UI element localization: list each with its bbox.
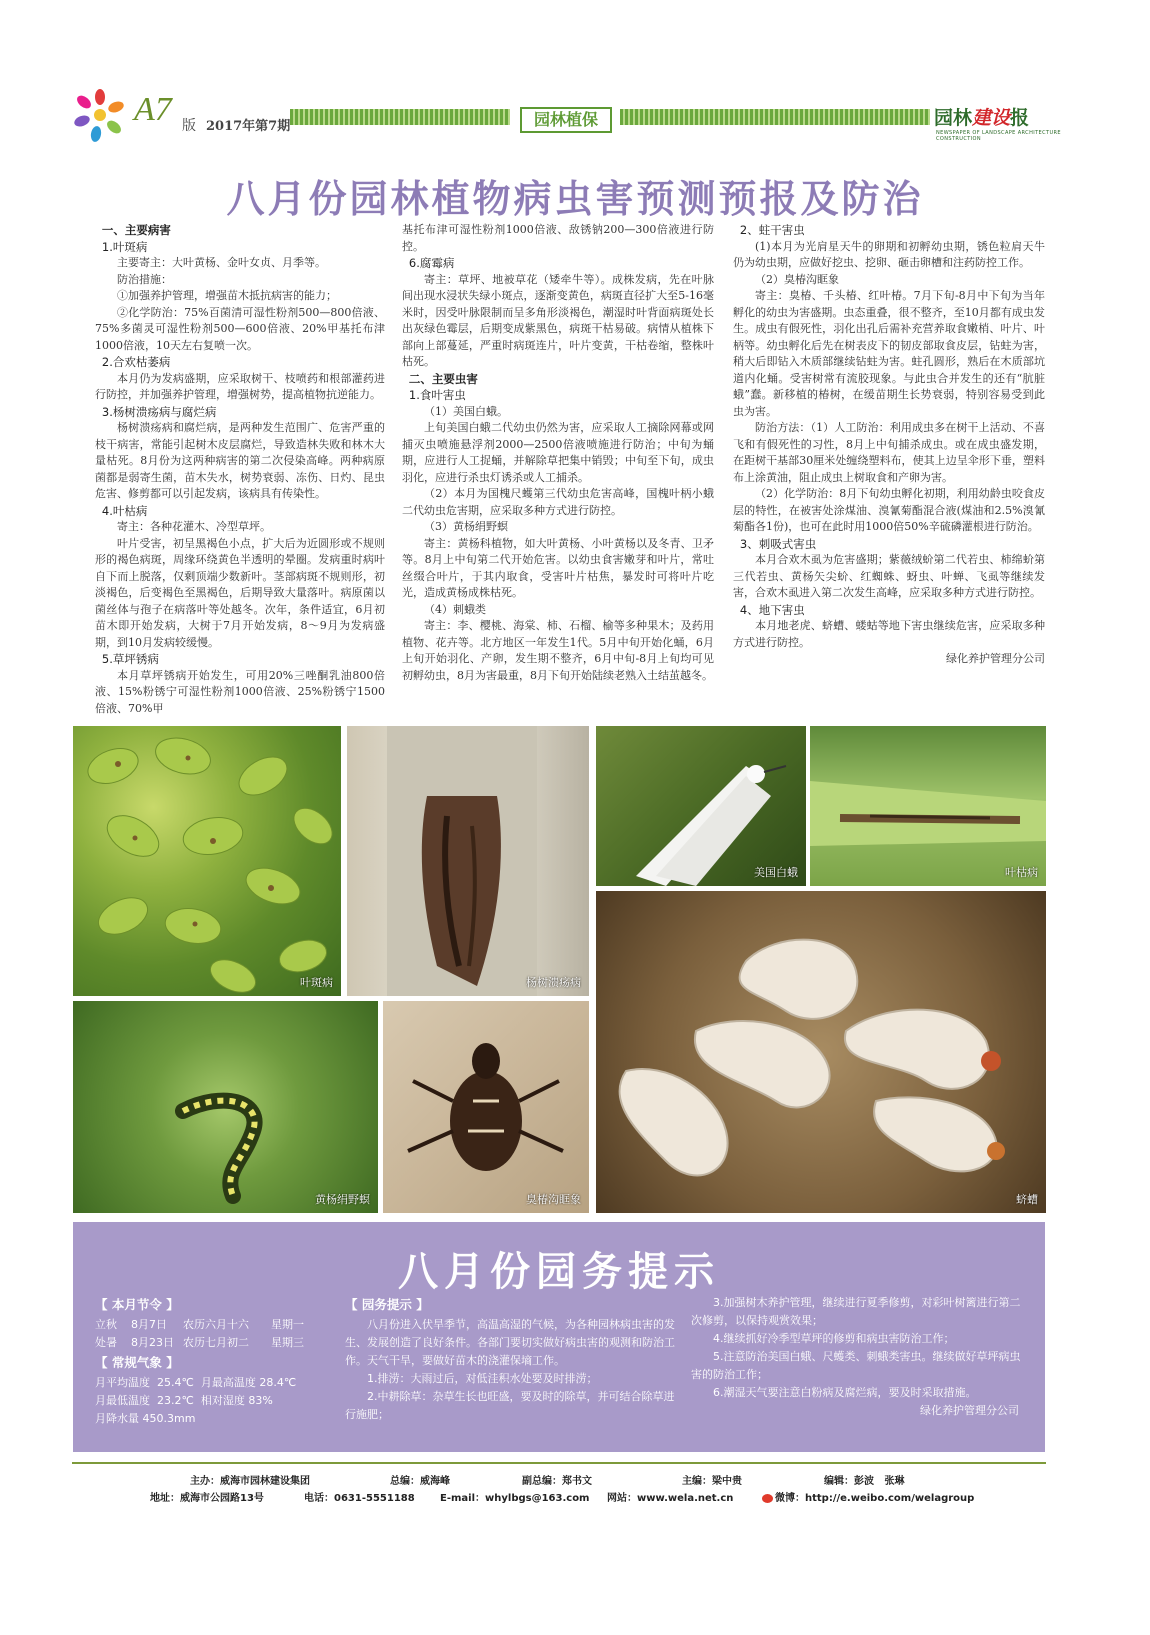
leaf-cluster-illustration bbox=[73, 726, 341, 996]
photo-leaf-spot bbox=[73, 726, 341, 996]
label: 主编： bbox=[682, 1476, 712, 1487]
header-stripe-left bbox=[290, 109, 510, 125]
photo-caption: 蛴螬 bbox=[1016, 1193, 1038, 1206]
garden-tips-heading: 【 园务提示 】 bbox=[345, 1297, 429, 1312]
value[interactable]: www.wela.net.cn bbox=[637, 1493, 734, 1504]
term-weekday: 星期一 bbox=[271, 1318, 304, 1331]
photo-caption: 杨树溃疡病 bbox=[526, 976, 581, 989]
term-lunar: 农历七月初二 bbox=[183, 1336, 249, 1349]
value: 郑书文 bbox=[562, 1476, 592, 1487]
article-paragraph: （1）美国白蛾。 bbox=[424, 404, 508, 418]
grub-larvae-illustration bbox=[596, 891, 1046, 1213]
article-paragraph: ②化学防治：75%百菌清可湿性粉剂500—800倍液、75%多菌灵可湿性粉剂500—600倍液、20%甲基托布津1000倍液，10天左右复喷一次。 bbox=[95, 305, 385, 352]
section-heading: 1.叶斑病 bbox=[101, 239, 148, 254]
page-version-label: 版 bbox=[182, 118, 196, 134]
section-heading: 5.草坪锈病 bbox=[101, 652, 159, 666]
footer-phone bbox=[304, 1489, 415, 1504]
article-paragraph: (1)本月为光肩星天牛的卵期和初孵幼虫期，锈色粒肩天牛仍为幼虫期，应做好挖虫、挖卵、砸击卵槽和注药防控工作。 bbox=[733, 239, 1045, 269]
tips-paragraph: 1.排涝：大雨过后，对低洼积水处要及时排涝； bbox=[367, 1372, 598, 1385]
weibo-icon bbox=[762, 1494, 773, 1503]
term-name: 处暑 bbox=[95, 1336, 117, 1349]
tips-paragraph: 6.潮湿天气要注意白粉病及腐烂病，要及时采取措施。 bbox=[713, 1386, 977, 1399]
newspaper-brand bbox=[934, 103, 1029, 130]
page-footer bbox=[72, 1462, 1046, 1507]
section-heading: 二、主要虫害 bbox=[408, 371, 478, 386]
article-paragraph: 上旬美国白蛾二代幼虫仍然为害，应采取人工摘除网幕或网捕灭虫喷施悬浮剂2000—2500倍液喷施进行防治；中旬为蛹期，应进行人工捉蛹，并解除草把集中销毁；中旬至下旬，成虫羽化，应进行杀虫灯诱杀或人工捕杀。 bbox=[402, 421, 714, 484]
value[interactable]: http://e.weibo.com/welagroup bbox=[805, 1493, 975, 1504]
article-signature: 绿化养护管理分公司 bbox=[946, 652, 1045, 665]
label: 微博： bbox=[775, 1493, 805, 1504]
tips-paragraph: 3.加强树木养护管理，继续进行夏季修剪，对彩叶树篱进行第二次修剪，以保持观赏效果； bbox=[691, 1296, 1021, 1327]
solar-terms-heading: 【 本月节令 】 bbox=[95, 1297, 179, 1312]
white-moth-illustration bbox=[596, 726, 806, 886]
term-date: 8月7日 bbox=[131, 1318, 167, 1331]
section-heading: 6.腐霉病 bbox=[408, 256, 455, 270]
value: 威海市园林建设集团 bbox=[220, 1476, 310, 1487]
brand-part-a: 园林 bbox=[934, 107, 973, 129]
header-stripe-right bbox=[620, 109, 930, 125]
solar-term-row bbox=[95, 1316, 335, 1334]
photo-caption: 臭椿沟眶象 bbox=[526, 1193, 581, 1206]
label: 编辑： bbox=[824, 1476, 854, 1487]
article-paragraph: 防治措施： bbox=[117, 272, 172, 286]
section-heading: 3.杨树溃疡病与腐烂病 bbox=[101, 404, 217, 419]
caterpillar-illustration bbox=[73, 1001, 378, 1213]
tips-column-2 bbox=[345, 1294, 680, 1424]
page-header bbox=[70, 85, 1080, 145]
article-paragraph: （3）黄杨绢野螟 bbox=[424, 520, 508, 533]
footer-deputy-editor bbox=[522, 1472, 592, 1487]
section-heading: 1.食叶害虫 bbox=[408, 388, 466, 402]
photo-caption: 黄杨绢野螟 bbox=[315, 1193, 370, 1206]
article-paragraph: 本月草坪锈病开始发生，可用20%三唑酮乳油800倍液、15%粉锈宁可湿性粉剂1000倍液、25%粉锈宁1500倍液、70%甲 bbox=[95, 668, 385, 715]
tips-column-1 bbox=[95, 1294, 335, 1428]
grass-blade-illustration bbox=[810, 726, 1046, 886]
article-paragraph: 寄主：各种花灌木、冷型草坪。 bbox=[117, 520, 271, 533]
weather-heading: 【 常规气象 】 bbox=[95, 1355, 179, 1370]
article-paragraph: （2）化学防治：8月下旬幼虫孵化初期，利用幼龄虫咬食皮层的特性，在被害处涂煤油、溴氰菊酯混合液(煤油和2.5%溴氰菊酯各1份)，也可在此时用1000倍50%辛硫磷灌根进行防治。 bbox=[733, 487, 1045, 533]
tree-trunk-illustration bbox=[347, 726, 589, 996]
brand-subtitle: NEWSPAPER OF LANDSCAPE ARCHITECTURE CONSTRUCTION bbox=[936, 130, 1061, 142]
term-date: 8月23日 bbox=[131, 1336, 174, 1349]
photo-box-tree-moth bbox=[73, 1001, 378, 1213]
label: E-mail： bbox=[440, 1493, 486, 1504]
photo-caption: 叶枯病 bbox=[1005, 866, 1038, 879]
photo-fall-webworm bbox=[596, 726, 806, 886]
brand-part-b: 建设 bbox=[972, 107, 1011, 129]
label: 副总编： bbox=[522, 1476, 562, 1487]
photo-caption: 叶斑病 bbox=[300, 976, 333, 989]
photo-grubs bbox=[596, 891, 1046, 1213]
tips-paragraph: 5.注意防治美国白蛾、尺蠖类、刺蛾类害虫。继续做好草坪病虫害的防治工作； bbox=[691, 1350, 1021, 1381]
article-paragraph: 基托布津可湿性粉剂1000倍液、敌锈钠200—300倍液进行防控。 bbox=[402, 223, 714, 253]
label: 总编： bbox=[390, 1476, 420, 1487]
article-paragraph: 杨树溃疡病和腐烂病，是两种发生范围广、危害严重的枝干病害，常能引起树木皮层腐烂，导致造林失败和林木大量枯死。8月份为这两种病害的第二次侵染高峰。两种病原菌都是弱寄生菌，苗木失水，树势衰弱、冻伤、日灼、昆虫危害、修剪都可以引起发病，该病具有传染性。 bbox=[95, 421, 385, 500]
weevil-illustration bbox=[383, 1001, 589, 1213]
issue-label: 2017年第7期 bbox=[206, 119, 291, 134]
tips-signature: 绿化养护管理分公司 bbox=[920, 1404, 1019, 1417]
article-paragraph: 本月仍为发病盛期，应采取树干、枝喷药和根部灌药进行防控，并加强养护管理，增强树势，提高植物抗逆能力。 bbox=[95, 371, 385, 401]
article-paragraph: 本月地老虎、蛴螬、蝼蛄等地下害虫继续危害，应采取多种方式进行防控。 bbox=[733, 619, 1045, 649]
section-heading: 4、地下害虫 bbox=[739, 602, 805, 617]
footer-sponsor bbox=[190, 1472, 310, 1487]
footer-email[interactable] bbox=[440, 1489, 589, 1504]
article-paragraph: （2）本月为国槐尺蠖第三代幼虫危害高峰，国槐叶柄小蛾二代幼虫危害期，应采取多种方式进行防控。 bbox=[402, 487, 714, 517]
photo-ailanthus-weevil bbox=[383, 1001, 589, 1213]
value: 0631-5551188 bbox=[334, 1493, 415, 1504]
article-paragraph: （2）臭椿沟眶象 bbox=[755, 272, 839, 286]
photo-poplar-canker bbox=[347, 726, 589, 996]
footer-editor-in-charge bbox=[682, 1472, 742, 1487]
photo-caption: 美国白蛾 bbox=[754, 866, 798, 879]
footer-address bbox=[150, 1489, 264, 1504]
solar-terms-list bbox=[95, 1316, 335, 1352]
term-weekday: 星期三 bbox=[271, 1336, 304, 1349]
article-paragraph: 本月合欢木虱为危害盛期；紫薇绒蚧第二代若虫、柿绵蚧第三代若虫、黄杨矢尖蚧、红蜘蛛、蚜虫、叶蝉、飞虱等继续发害，合欢木虱进入第二次发生高峰，应采取多种方式进行防控。 bbox=[733, 553, 1045, 599]
label: 主办： bbox=[190, 1476, 220, 1487]
value: 威海峰 bbox=[420, 1476, 450, 1487]
value: 彭波 张琳 bbox=[854, 1476, 905, 1487]
label: 地址： bbox=[150, 1493, 180, 1504]
section-label: 园林植保 bbox=[520, 107, 612, 133]
article-column-2 bbox=[402, 222, 714, 684]
article-paragraph: 主要寄主：大叶黄杨、金叶女贞、月季等。 bbox=[117, 256, 326, 269]
tips-paragraph: 4.继续抓好冷季型草坪的修剪和病虫害防治工作； bbox=[713, 1332, 955, 1345]
label: 电话： bbox=[304, 1493, 334, 1504]
weather-line: 月最低温度 23.2℃ 相对湿度 83% bbox=[95, 1394, 273, 1407]
garden-tips-panel bbox=[73, 1222, 1045, 1452]
brand-part-c: 报 bbox=[1010, 107, 1030, 129]
tips-title: 八月份园务提示 bbox=[398, 1249, 720, 1295]
section-heading: 2、蛀干害虫 bbox=[739, 223, 805, 237]
page-number: A7 bbox=[134, 91, 172, 128]
article-column-3 bbox=[733, 222, 1045, 668]
footer-chief-editor bbox=[390, 1472, 450, 1487]
section-heading: 2.合欢枯萎病 bbox=[101, 355, 171, 369]
weather-line: 月降水量 450.3mm bbox=[95, 1412, 196, 1425]
article-paragraph: 寄主：草坪、地被草花（矮牵牛等）。成株发病，先在叶脉间出现水浸状失绿小斑点，逐渐变黄色，病斑直径扩大至5-16毫米时，因受叶脉限制而呈多角形淡褐色，潮湿时叶背面病斑处长出灰绿色霉层，后期变成紫黑色，病斑干枯易破。病情从植株下部向上部蔓延，严重时病斑连片，叶片变黄，干枯卷缩，整株叶枯死。 bbox=[402, 272, 714, 368]
footer-weibo[interactable] bbox=[762, 1489, 974, 1504]
section-heading: 一、主要病害 bbox=[101, 223, 171, 237]
article-paragraph: 叶片受害，初呈黑褐色小点，扩大后为近圆形或不规则形的褐色病斑，周缘环绕黄色半透明的晕圈。发病重时病叶自下而上脱落，仅剩顶端少数新叶。茎部病斑不规则形，初淡褐色，后变褐色至黑褐色，后期导致大量落叶。病原菌以菌丝体与孢子在病落叶等处越冬。次年，条件适宜，6月初苗木即开始发病，大树于7月开始发病，8～9月为发病盛期，到10月发病较缓慢。 bbox=[95, 536, 385, 649]
footer-website[interactable] bbox=[607, 1489, 733, 1504]
flower-logo-icon bbox=[70, 85, 130, 145]
footer-editor bbox=[824, 1472, 904, 1487]
weather-line: 月平均温度 25.4℃ 月最高温度 28.4℃ bbox=[95, 1376, 297, 1389]
term-lunar: 农历六月十六 bbox=[183, 1318, 249, 1331]
tips-column-3 bbox=[691, 1294, 1031, 1420]
article-paragraph: 寄主：臭椿、千头椿、红叶椿。7月下旬-8月中下旬为当年孵化的幼虫为害盛期。虫态重叠，很不整齐，至10月都有成虫发生。成虫有假死性，羽化出孔后需补充营养取食嫩梢、叶片、叶柄等。幼虫孵化后先在树表皮下的韧皮部取食皮层，钻蛀为害，稍大后即钻入木质部继续钻蛀为害。蛀孔圆形，熟后在木质部坑道内化蛹。受害树常有流胶现象。与此虫合并发生的还有“肮脏蛾”蠢。新移植的椿树，在缓苗期生长势衰弱，特别容易受到此虫为害。 bbox=[733, 289, 1045, 418]
value: 梁中贵 bbox=[712, 1476, 742, 1487]
article-paragraph: 寄主：李、樱桃、海棠、柿、石榴、榆等多种果木；及药用植物、花卉等。北方地区一年发生1代。5月中旬开始化蛹，6月上旬开始羽化、产卵，发生期不整齐，6月中旬-8月上旬均可见初孵幼虫，8月为害最重，8月下旬开始陆续老熟入土结茧越冬。 bbox=[402, 619, 714, 682]
article-paragraph: （4）刺蛾类 bbox=[424, 602, 486, 616]
term-name: 立秋 bbox=[95, 1318, 117, 1331]
article-paragraph: ①加强养护管理，增强苗木抵抗病害的能力； bbox=[117, 289, 337, 302]
article-title: 八月份园林植物病虫害预测预报及防治 bbox=[226, 177, 924, 221]
value: 威海市公园路13号 bbox=[180, 1493, 264, 1504]
solar-term-row bbox=[95, 1334, 335, 1352]
section-heading: 3、刺吸式害虫 bbox=[739, 536, 817, 551]
tips-paragraph: 2.中耕除草：杂草生长也旺盛，要及时的除草，并可结合除草进行施肥； bbox=[345, 1390, 675, 1421]
label: 网站： bbox=[607, 1493, 637, 1504]
photo-leaf-blight bbox=[810, 726, 1046, 886]
value[interactable]: whylbgs@163.com bbox=[485, 1493, 590, 1504]
article-paragraph: 寄主：黄杨科植物，如大叶黄杨、小叶黄杨以及冬青、卫矛等。8月上中旬第二代开始危害。以幼虫食害嫩芽和叶片，常吐丝缀合叶片，于其内取食，受害叶片枯焦，暴发时可将叶片吃光，造成黄杨成株枯死。 bbox=[402, 536, 714, 599]
tips-paragraph: 八月份进入伏旱季节，高温高湿的气候，为各种园林病虫害的发生、发展创造了良好条件。各部门要切实做好病虫害的观测和防治工作。天气干旱，要做好苗木的浇灌保墒工作。 bbox=[345, 1318, 675, 1367]
article-paragraph: 防治方法：（1）人工防治：利用成虫多在树干上活动、不喜飞和有假死性的习性，8月上中旬捕杀成虫。或在成虫盛发期，在距树干基部30厘米处缠绕塑料布，使其上边呈伞形下垂，塑料布上涂黄油，阻止成虫上树取食和产卵为害。 bbox=[733, 421, 1045, 484]
section-heading: 4.叶枯病 bbox=[101, 503, 148, 518]
article-column-1 bbox=[95, 222, 385, 717]
